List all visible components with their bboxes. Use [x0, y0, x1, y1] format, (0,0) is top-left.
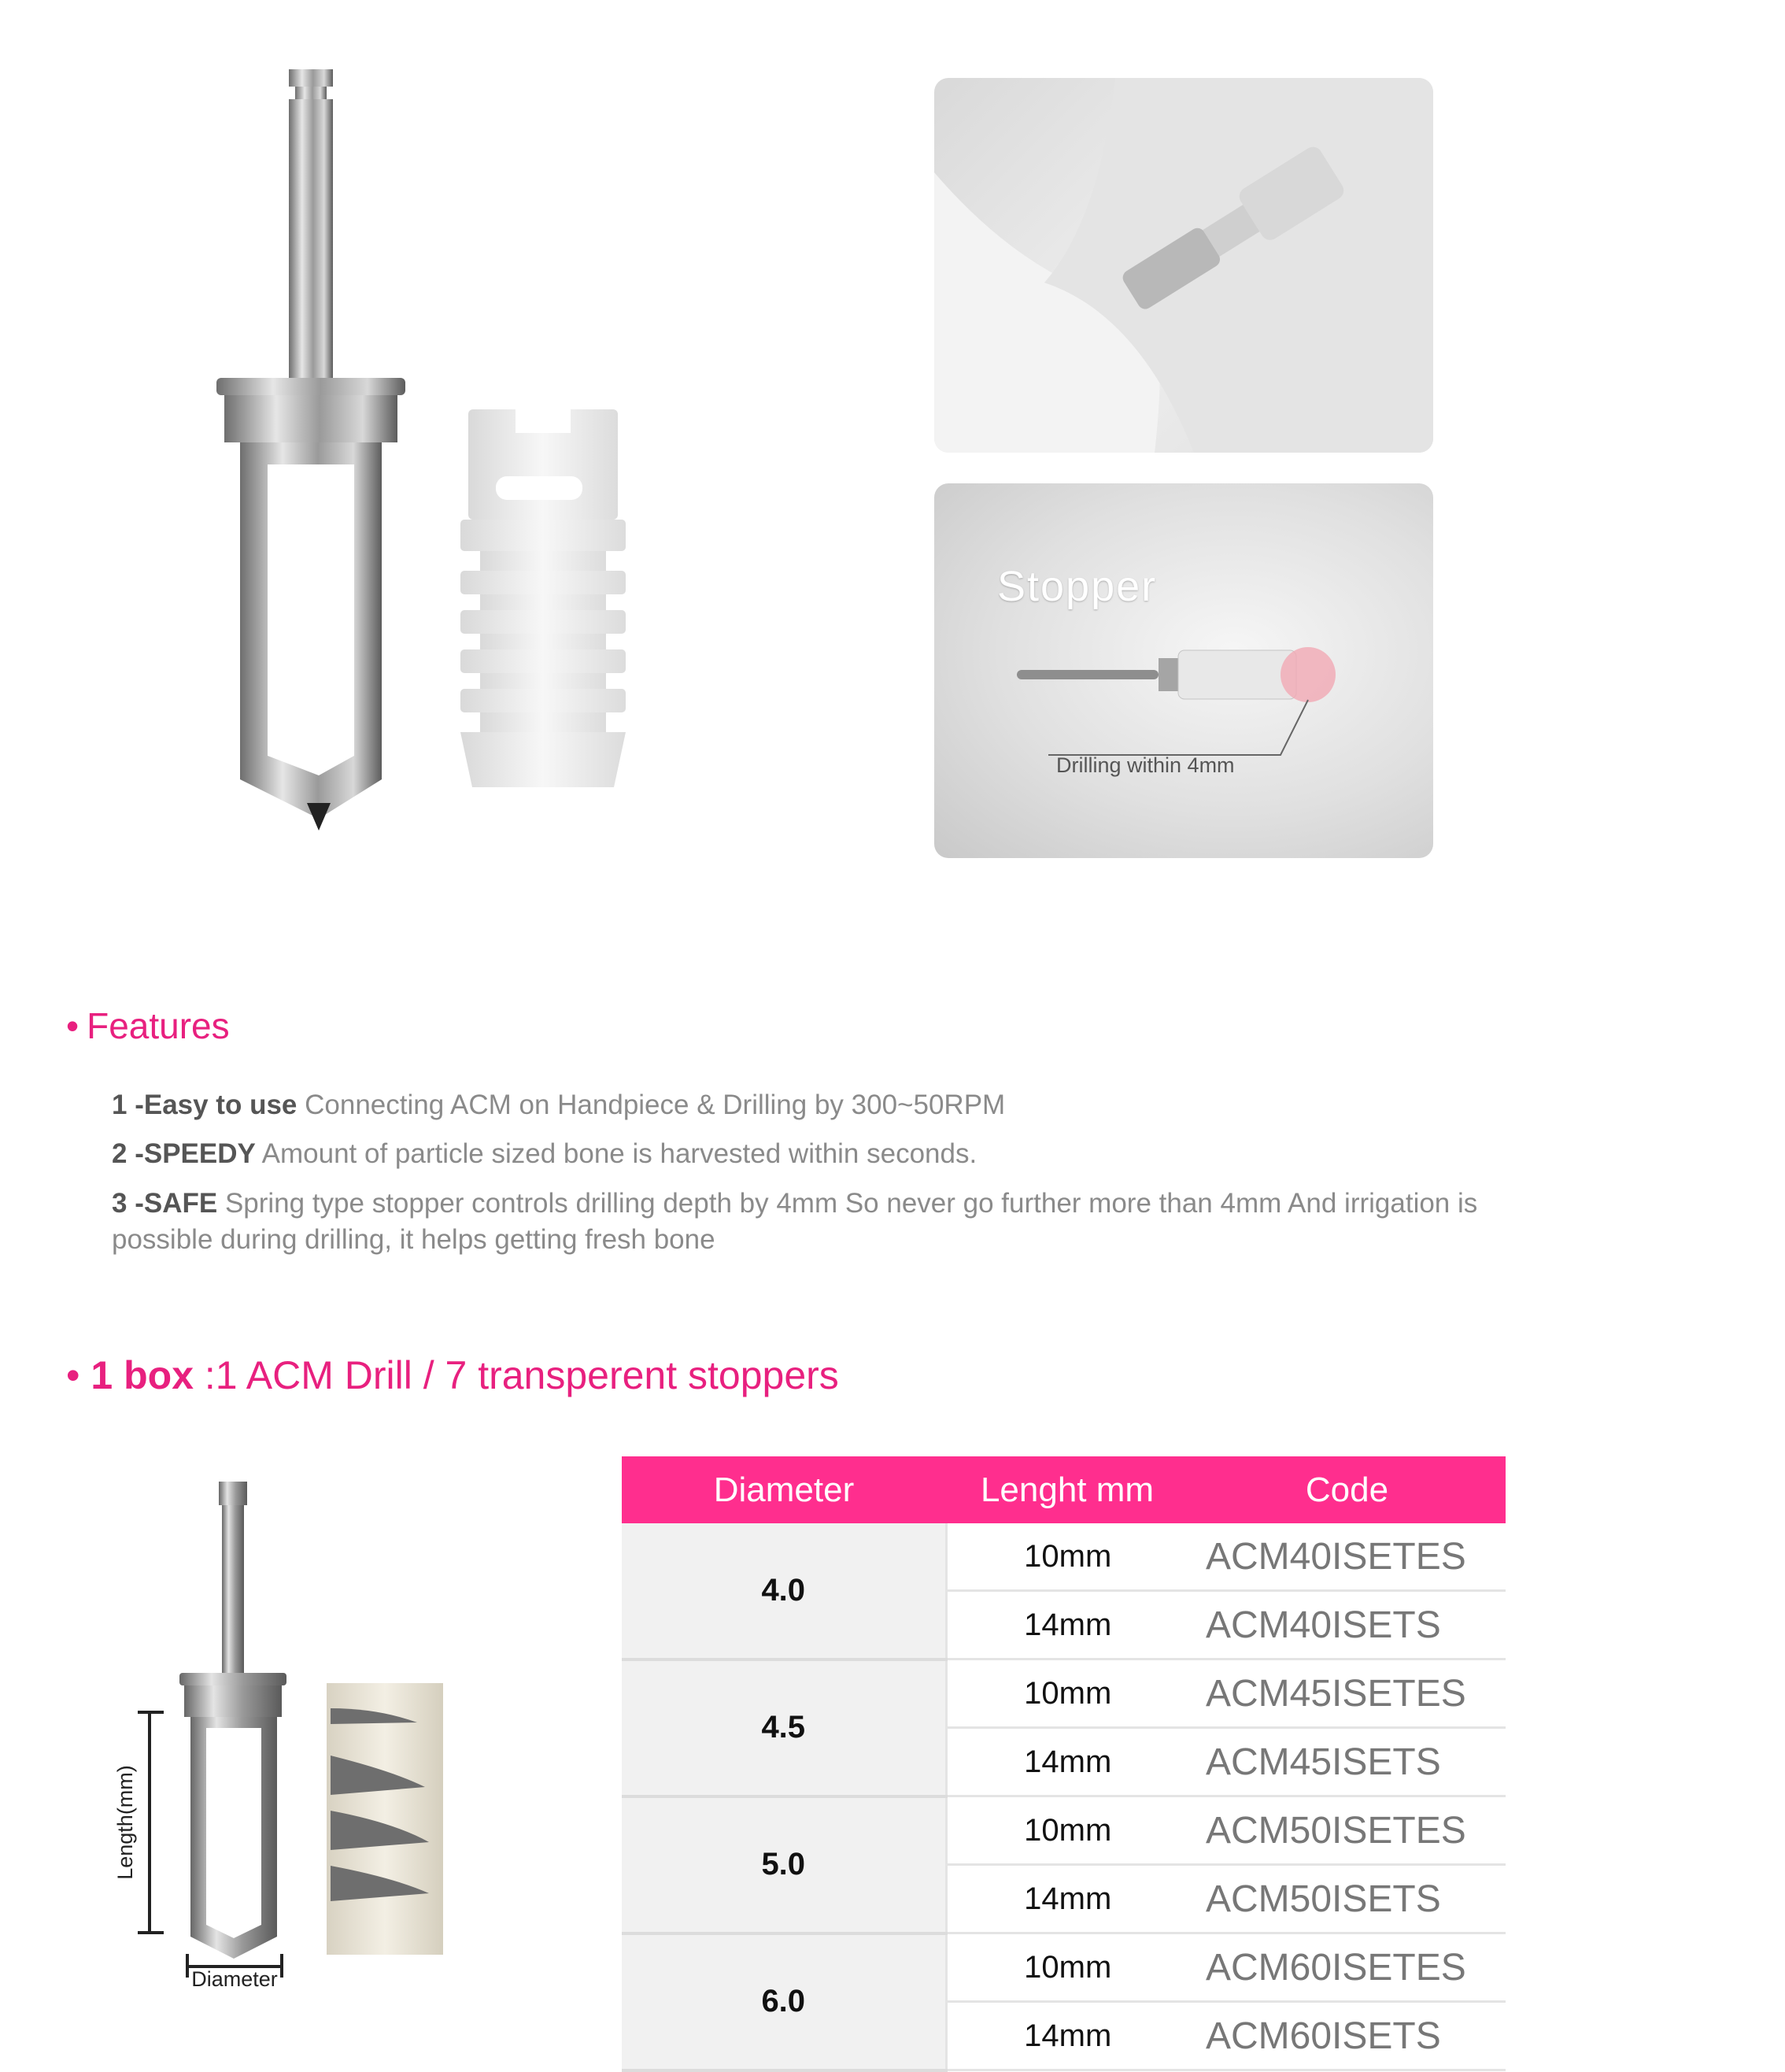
code-cell: ACM40ISETES [1188, 1523, 1506, 1591]
diameter-label: Diameter [191, 1967, 278, 1991]
header-length: Lenght mm [946, 1456, 1188, 1523]
code-cell: ACM45ISETS [1188, 1728, 1506, 1796]
feature-label: 2 -SPEEDY [112, 1138, 256, 1169]
diameter-cell: 4.0 [622, 1523, 946, 1659]
diameter-cell: 5.0 [622, 1796, 946, 1933]
stopper-drill-illustration [934, 483, 1433, 858]
bullet-icon: • [66, 1005, 79, 1046]
table-row [622, 1933, 1506, 2002]
length-label: Length(mm) [113, 1765, 137, 1880]
table-header-row [622, 1456, 1506, 1523]
in-use-photo [934, 78, 1433, 453]
spec-table [622, 1456, 1506, 2072]
feature-text: Spring type stopper controls drilling depth by 4mm So never go further more than 4mm And irrigation is possible during drilling, it helps getting fresh bone [112, 1188, 1478, 1255]
box-contents [66, 1352, 839, 1398]
feature-text: Connecting ACM on Handpiece & Drilling by 300~50RPM [305, 1090, 1006, 1120]
features-title: Features [87, 1005, 230, 1046]
length-cell: 10mm [946, 1523, 1188, 1591]
bullet-icon: • [66, 1353, 91, 1397]
drilling-depth-note: Drilling within 4mm [1056, 753, 1235, 777]
handpiece-illustration [934, 78, 1433, 453]
stopper-diagram-panel [934, 483, 1433, 858]
table-row [622, 1523, 1506, 1591]
feature-item [112, 1186, 1513, 1258]
header-diameter: Diameter [622, 1456, 946, 1523]
length-cell: 10mm [946, 1933, 1188, 2002]
dimension-diagram [94, 1472, 472, 1992]
table-row [622, 1796, 1506, 1865]
diameter-cell: 4.5 [622, 1659, 946, 1796]
box-quantity: 1 box [91, 1353, 194, 1397]
feature-text: Amount of particle sized bone is harvested within seconds. [261, 1138, 978, 1169]
features-heading [66, 1005, 230, 1047]
code-cell: ACM50ISETES [1188, 1796, 1506, 1865]
code-cell: ACM50ISETS [1188, 1865, 1506, 1933]
length-cell: 14mm [946, 1728, 1188, 1796]
length-cell: 10mm [946, 1659, 1188, 1728]
feature-label: 1 -Easy to use [112, 1090, 298, 1120]
code-cell: ACM60ISETS [1188, 2002, 1506, 2070]
header-code: Code [1188, 1456, 1506, 1523]
feature-label: 3 -SAFE [112, 1188, 218, 1219]
code-cell: ACM40ISETS [1188, 1591, 1506, 1659]
length-cell: 14mm [946, 1865, 1188, 1933]
stopper-label: Stopper [997, 563, 1158, 610]
box-description: :1 ACM Drill / 7 transperent stoppers [204, 1353, 839, 1397]
table-row [622, 1659, 1506, 1728]
code-cell: ACM45ISETES [1188, 1659, 1506, 1728]
transparent-stopper-image [453, 401, 641, 795]
feature-item [112, 1087, 1513, 1123]
acm-drill-image [205, 63, 441, 834]
code-cell: ACM60ISETES [1188, 1933, 1506, 2002]
length-cell: 14mm [946, 2002, 1188, 2070]
diameter-cell: 6.0 [622, 1933, 946, 2070]
length-cell: 10mm [946, 1796, 1188, 1865]
feature-item [112, 1136, 1513, 1172]
length-cell: 14mm [946, 1591, 1188, 1659]
